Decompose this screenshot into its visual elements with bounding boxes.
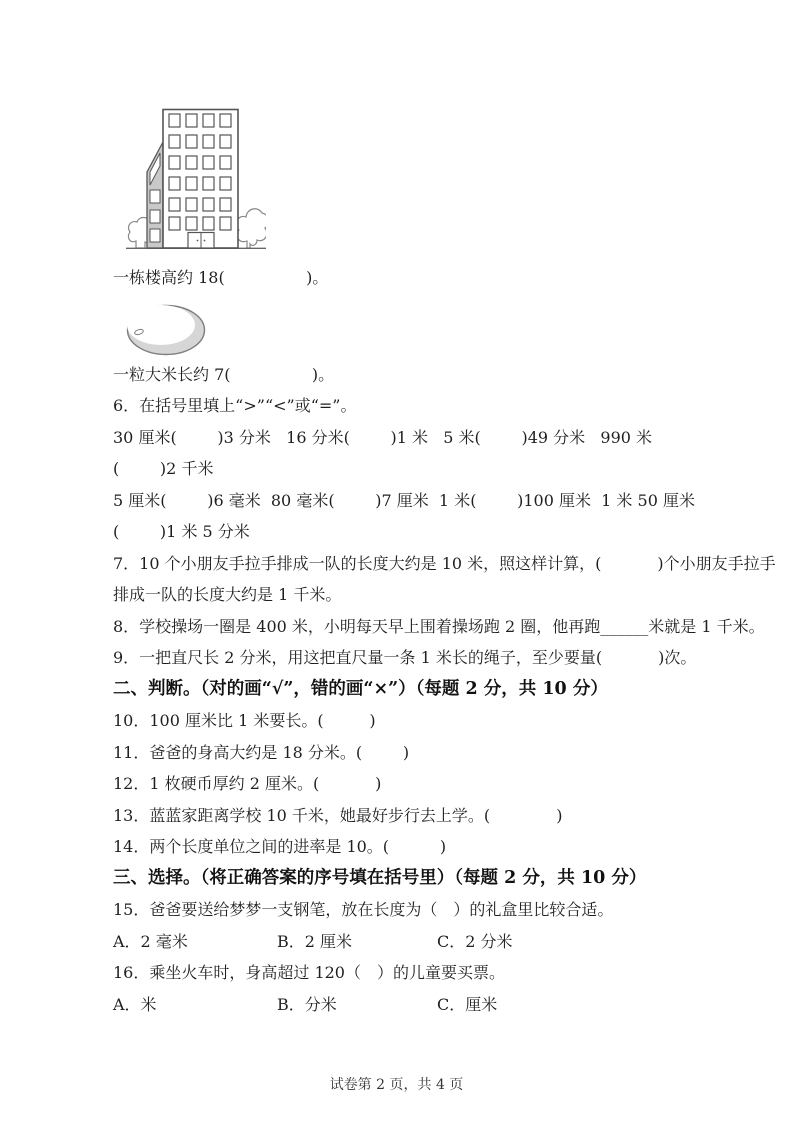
question-7-line-2: 排成一队的长度大约是 1 千米。: [113, 585, 342, 604]
section-3-heading: 三、选择。（将正确答案的序号填在括号里）（每题 2 分，共 10 分）: [113, 867, 647, 888]
question-6-compare-row-1-cont: ( )2 千米: [113, 459, 214, 478]
question-13: 13．蓝蓝家距离学校 10 千米，她最好步行去上学。( ): [113, 805, 563, 825]
question-6-stem: 6．在括号里填上“>”“<”或“=”。: [113, 396, 357, 415]
question-14: 14．两个长度单位之间的进率是 10。( ): [113, 837, 447, 856]
question-15-option-a: A．2 毫米: [113, 931, 188, 951]
question-15-options: [113, 926, 697, 958]
rice-caption: 一粒大米长约 7( )。: [113, 364, 335, 384]
question-15-option-b: B．2 厘米: [277, 931, 353, 951]
building-drawing: [126, 108, 266, 250]
question-8: 8．学校操场一圈是 400 米，小明每天早上围着操场跑 2 圈，他再跑______米就是 1 千米。: [113, 616, 765, 636]
section-2-heading: 二、判断。（对的画“√”，错的画“×”）（每题 2 分，共 10 分）: [113, 678, 608, 699]
question-6-compare-row-1: 30 厘米( )3 分米 16 分米( )1 米 5 米( )49 分米 990 米: [113, 427, 653, 447]
question-6-compare-row-2: 5 厘米( )6 毫米 80 毫米( )7 厘米 1 米( )100 厘米 1 米 50 厘米: [113, 490, 695, 510]
question-10: 10．100 厘米比 1 米要长。( ): [113, 711, 376, 730]
question-16-option-b: B．分米: [277, 994, 337, 1014]
page-footer: 试卷第 2 页，共 4 页: [329, 1077, 464, 1093]
question-16-option-c: C．厘米: [437, 994, 498, 1014]
question-15-stem: 15．爸爸要送给梦梦一支钢笔，放在长度为（ ）的礼盒里比较合适。: [113, 900, 614, 919]
question-6-compare-row-2-cont: ( )1 米 5 分米: [113, 522, 250, 541]
question-12: 12．1 枚硬币厚约 2 厘米。( ): [113, 774, 382, 793]
rice-illustration: [126, 304, 206, 356]
building-caption: 一栋楼高约 18( )。: [113, 268, 329, 287]
question-15-option-c: C．2 分米: [437, 931, 513, 951]
question-7-line-1: 7．10 个小朋友手拉手排成一队的长度大约是 10 米，照这样计算，( )个小朋友手拉手: [113, 553, 776, 573]
question-16-stem: 16．乘坐火车时，身高超过 120（ ）的儿童要买票。: [113, 963, 505, 982]
question-16-options: [113, 989, 697, 1021]
question-9: 9．一把直尺长 2 分米，用这把直尺量一条 1 米长的绳子，至少要量( )次。: [113, 648, 697, 667]
building-illustration: [126, 108, 266, 250]
rice-grain-drawing: [126, 304, 206, 356]
question-11: 11．爸爸的身高大约是 18 分米。( ): [113, 742, 410, 762]
question-16-option-a: A．米: [113, 994, 157, 1014]
